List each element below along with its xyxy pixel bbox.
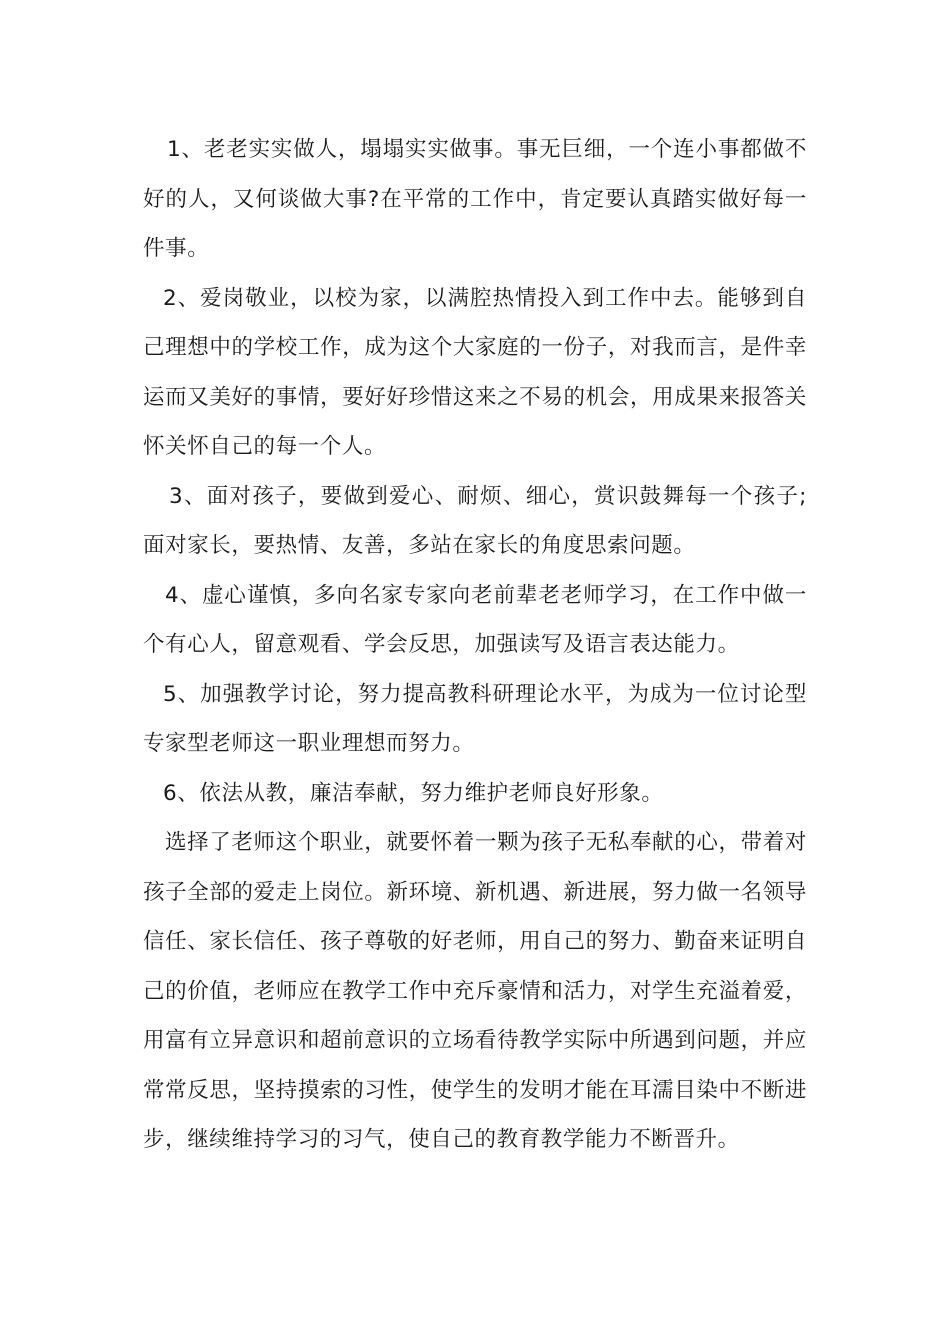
paragraph-6: 6、依法从教，廉洁奉献，努力维护老师良好形象。 [163,780,664,806]
document-body [143,125,807,1165]
paragraph-3: 3、面对孩子，要做到爱心、耐烦、细心，赏识鼓舞每一个孩子;面对家长，要热情、友善，多站在家长的角度思索问题。 [143,483,807,558]
paragraph-7: 选择了老师这个职业，就要怀着一颗为孩子无私奉献的心，带着对孩子全部的爱走上岗位。新环境、新机遇、新进展，努力做一名领导信任、家长信任、孩子尊敬的好老师，用自己的努力、勤奋来证明自己的价值，老师应在教学工作中充斥豪情和活力，对学生充溢着爱，用富有立异意识和超前意识的立场看待教学实际中所遇到问题，并应常常反思，坚持摸索的习性，使学生的发明才能在耳濡目染中不断进步，继续维持学习的习气，使自己的教育教学能力不断晋升。 [143,830,807,1152]
paragraph-4: 4、虚心谨慎，多向名家专家向老前辈老老师学习，在工作中做一个有心人，留意观看、学会反思，加强读写及语言表达能力。 [143,582,807,657]
paragraph-5: 5、加强教学讨论，努力提高教科研理论水平，为成为一位讨论型专家型老师这一职业理想而努力。 [143,681,807,756]
paragraph-2: 2、爱岗敬业，以校为家，以满腔热情投入到工作中去。能够到自己理想中的学校工作，成为这个大家庭的一份子，对我而言，是件幸运而又美好的事情，要好好珍惜这来之不易的机会，用成果来报答关怀关怀自己的每一个人。 [143,285,807,459]
paragraph-1: 1、老老实实做人，塌塌实实做事。事无巨细，一个连小事都做不好的人，又何谈做大事?在平常的工作中，肯定要认真踏实做好每一件事。 [143,137,807,261]
